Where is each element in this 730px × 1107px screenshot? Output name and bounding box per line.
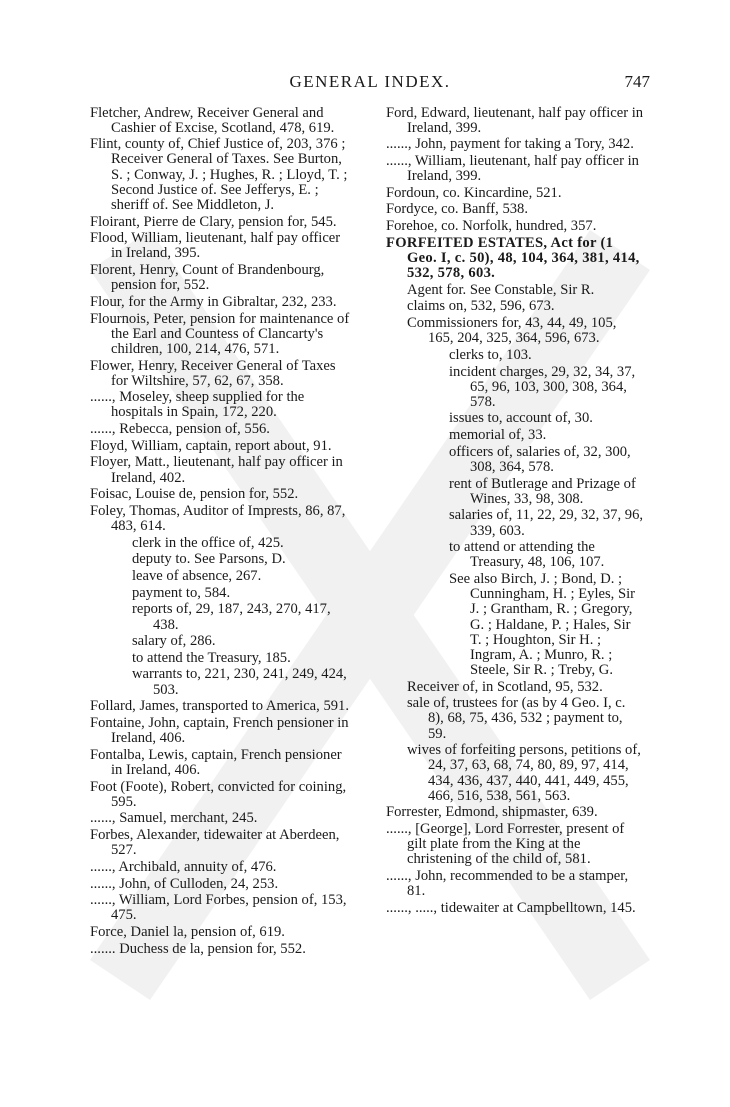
- index-entry: ......, ....., tidewaiter at Campbelltown, 145.: [386, 899, 636, 916]
- index-entry: ......, Rebecca, pension of, 556.: [90, 421, 270, 438]
- index-entry: Flood, William, lieutenant, half pay officer in Ireland, 395.: [90, 230, 341, 262]
- index-subentry: clerks to, 103.: [449, 346, 532, 363]
- index-subentry: claims on, 532, 596, 673.: [407, 298, 555, 315]
- index-subentry: payment to, 584.: [132, 584, 231, 601]
- index-subentry: incident charges, 29, 32, 34, 37, 65, 96, 103, 300, 308, 364, 578.: [449, 363, 636, 410]
- index-subentry: Agent for. See Constable, Sir R.: [407, 281, 595, 298]
- index-heading: FORFEITED ESTATES, Act for (1 Geo. I, c. 50), 48, 104, 364, 381, 414, 532, 578, 603.: [386, 234, 640, 282]
- index-entry: Fontaine, John, captain, French pensioner in Ireland, 406.: [90, 714, 349, 747]
- page-number: 747: [624, 72, 650, 91]
- index-subentry: salaries of, 11, 22, 29, 32, 37, 96, 339, 603.: [449, 507, 644, 539]
- index-entry: ......, John, recommended to be a stamper, 81.: [386, 868, 629, 900]
- index-entry: Foisac, Louise de, pension for, 552.: [90, 486, 299, 503]
- index-entry: ......, John, of Culloden, 24, 253.: [90, 875, 279, 892]
- index-entry: Forrester, Edmond, shipmaster, 639.: [386, 804, 598, 821]
- index-entry: Force, Daniel la, pension of, 619.: [90, 923, 285, 940]
- index-subentry: rent of Butlerage and Prizage of Wines, 33, 98, 308.: [449, 475, 636, 507]
- index-subentry: deputy to. See Parsons, D.: [132, 551, 286, 568]
- index-entry: Flournois, Peter, pension for maintenance of the Earl and Countess of Clancarty's children, 100, 214, 476, 571.: [90, 310, 350, 357]
- index-entry: Floirant, Pierre de Clary, pension for, 545.: [90, 213, 337, 230]
- index-subentry: wives of forfeiting persons, petitions of, 24, 37, 63, 68, 74, 80, 89, 97, 414, 434, 436, 437, 440, 441, 449, 455, 466, 516, 538, 561, 563.: [407, 742, 641, 804]
- index-entry: ....... Duchess de la, pension for, 552.: [90, 940, 306, 957]
- index-entry: ......, Archibald, annuity of, 476.: [90, 858, 277, 875]
- index-entry: Fontalba, Lewis, captain, French pensioner in Ireland, 406.: [90, 746, 342, 778]
- index-entry: ......, John, payment for taking a Tory, 342.: [386, 136, 634, 153]
- index-entry: Foot (Foote), Robert, convicted for coining, 595.: [90, 778, 347, 810]
- index-entry: Fordyce, co. Banff, 538.: [386, 201, 528, 218]
- index-subentry: Commissioners for, 43, 44, 49, 105, 165, 204, 325, 364, 596, 673.: [407, 315, 617, 347]
- index-subentry: See also Birch, J. ; Bond, D. ; Cunningham, H. ; Eyles, Sir J. ; Grantham, R. ; Gregory, G. ; Haldane, P. ; Hales, Sir T. ; Houghton, Sir H. ; Ingram, A. ; Munro, R. ; Steele, Sir R. ; Treby, G.: [449, 571, 635, 678]
- index-column-right: [386, 104, 644, 916]
- index-entry: Florent, Henry, Count of Brandenbourg, pension for, 552.: [90, 262, 325, 294]
- index-entry: Forehoe, co. Norfolk, hundred, 357.: [386, 218, 597, 235]
- index-entry: Forbes, Alexander, tidewaiter at Aberdeen, 527.: [90, 827, 340, 859]
- index-subentry: warrants to, 221, 230, 241, 249, 424, 503.: [132, 666, 347, 698]
- index-entry: ......, Samuel, merchant, 245.: [90, 810, 258, 827]
- index-subentry: to attend or attending the Treasury, 48, 106, 107.: [449, 539, 605, 571]
- running-title: GENERAL INDEX.: [289, 72, 451, 91]
- page-header: [90, 72, 650, 94]
- index-entry: ......, [George], Lord Forrester, present of gilt plate from the King at the christening of the child of, 581.: [386, 821, 625, 868]
- index-entry: Ford, Edward, lieutenant, half pay officer in Ireland, 399.: [386, 104, 644, 136]
- index-entry: ......, William, Lord Forbes, pension of, 153, 475.: [90, 892, 347, 924]
- index-entry: ......, William, lieutenant, half pay officer in Ireland, 399.: [386, 152, 639, 185]
- index-entry: Flour, for the Army in Gibraltar, 232, 233.: [90, 293, 337, 310]
- index-subentry: to attend the Treasury, 185.: [132, 649, 291, 666]
- index-entry: Floyer, Matt., lieutenant, half pay officer in Ireland, 402.: [90, 454, 343, 486]
- index-entry: ......, Moseley, sheep supplied for the hospitals in Spain, 172, 220.: [90, 389, 305, 421]
- index-subentry: salary of, 286.: [132, 633, 216, 650]
- index-entry: Flower, Henry, Receiver General of Taxes for Wiltshire, 57, 62, 67, 358.: [90, 357, 336, 389]
- index-subentry: issues to, account of, 30.: [449, 410, 593, 427]
- index-subentry: memorial of, 33.: [449, 427, 547, 444]
- index-subentry: leave of absence, 267.: [132, 568, 262, 585]
- index-entry: Foley, Thomas, Auditor of Imprests, 86, 87, 483, 614.: [90, 502, 346, 535]
- index-subentry: sale of, trustees for (as by 4 Geo. I, c. 8), 68, 75, 436, 532 ; payment to, 59.: [407, 695, 626, 742]
- index-entry: Fordoun, co. Kincardine, 521.: [386, 184, 562, 201]
- index-entry: Follard, James, transported to America, 591.: [90, 698, 349, 715]
- index-subentry: Receiver of, in Scotland, 95, 532.: [407, 678, 603, 695]
- index-subentry: reports of, 29, 187, 243, 270, 417, 438.: [132, 601, 331, 633]
- index-subentry: clerk in the office of, 425.: [132, 534, 284, 551]
- index-entry: Fletcher, Andrew, Receiver General and Cashier of Excise, Scotland, 478, 619.: [90, 104, 335, 136]
- index-subentry: officers of, salaries of, 32, 300, 308, 364, 578.: [449, 443, 631, 475]
- index-column-left: [90, 104, 353, 957]
- index-entry: Floyd, William, captain, report about, 91.: [90, 437, 332, 454]
- index-entry: Flint, county of, Chief Justice of, 203, 376 ; Receiver General of Taxes. See Burton, S. ; Conway, J. ; Hughes, R. ; Lloyd, T. ; Second Justice of. See Jefferys, E. ; sheriff of. See Middleton, J.: [90, 136, 348, 213]
